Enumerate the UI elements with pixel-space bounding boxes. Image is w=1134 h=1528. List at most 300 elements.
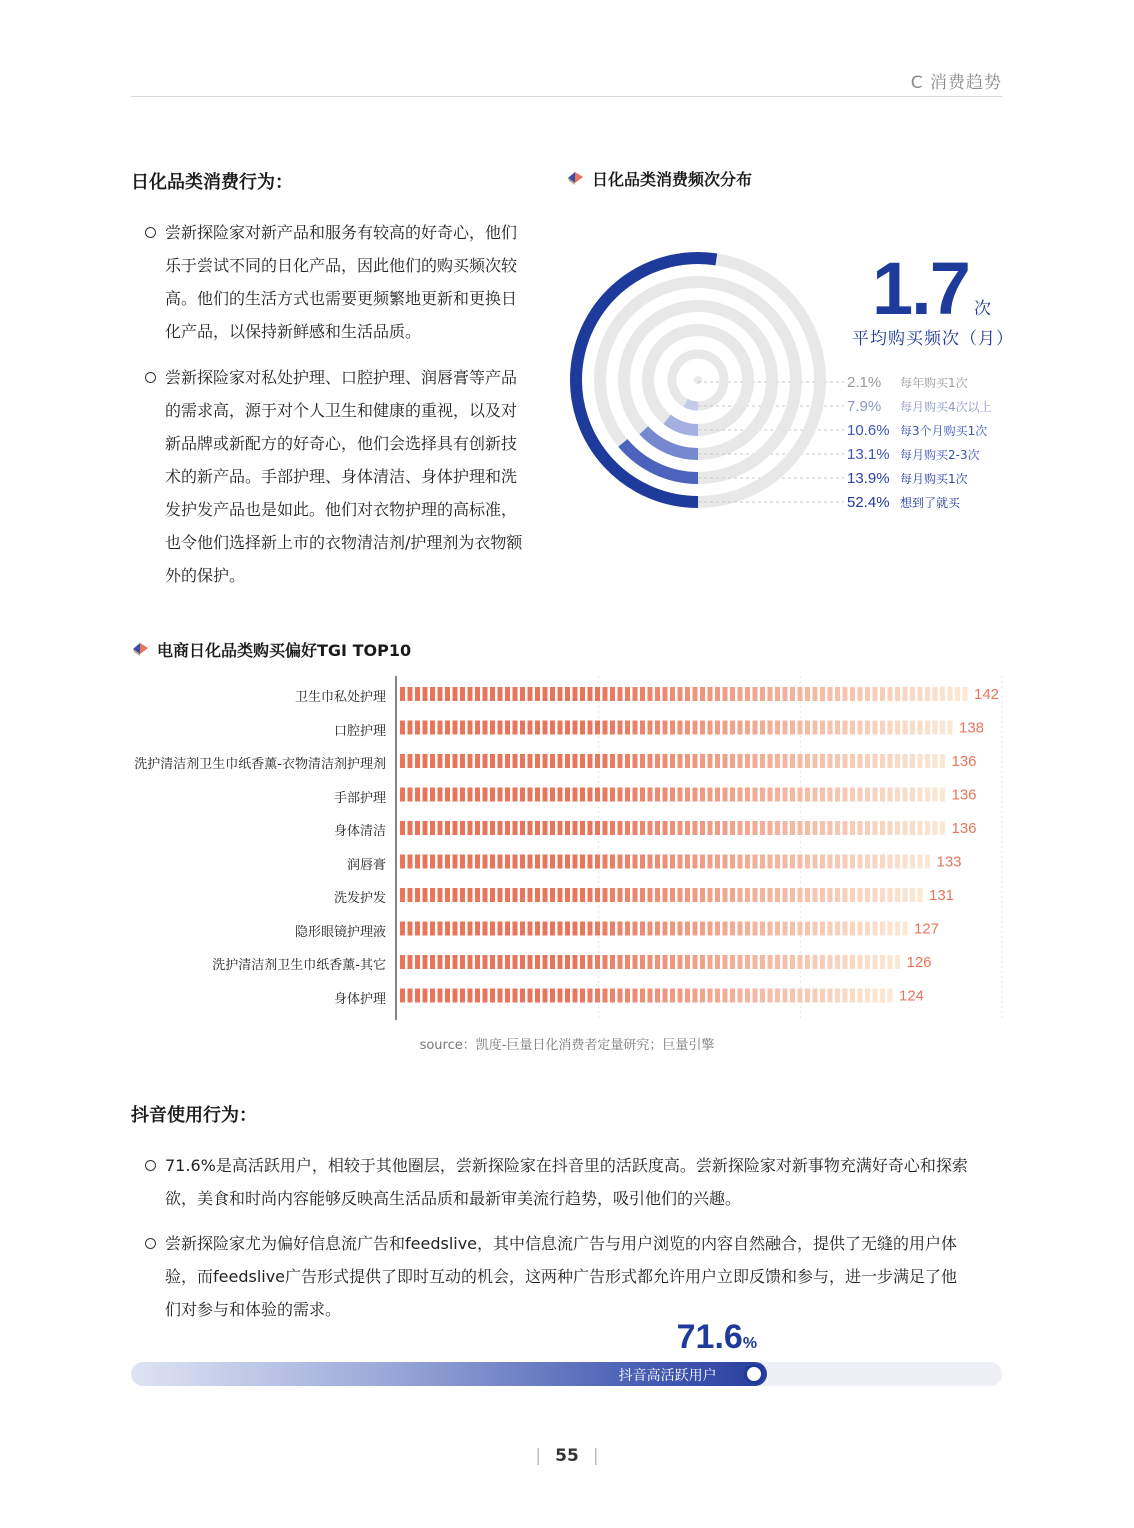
bar-value-label: 136	[951, 786, 977, 804]
bar-segment	[805, 788, 810, 802]
bar-segment	[460, 821, 465, 835]
header-title: C 消费趋势	[910, 73, 1002, 93]
bar-segment	[925, 788, 930, 802]
bar-segment	[535, 821, 540, 835]
bar-segment	[505, 721, 510, 735]
bar-segment	[603, 922, 608, 936]
bar-segment	[670, 754, 675, 768]
active-users-label: 抖音高活跃用户	[618, 1368, 717, 1384]
bar-segment	[580, 989, 585, 1003]
bar-segment	[498, 888, 503, 902]
radial-percent-label: 10.6%	[847, 422, 890, 439]
bar-segment	[520, 888, 525, 902]
bar-segment	[573, 922, 578, 936]
bar-segment	[505, 989, 510, 1003]
bar-segment	[873, 955, 878, 969]
bar-segment	[918, 788, 923, 802]
bar-segment	[475, 955, 480, 969]
bar-segment	[663, 855, 668, 869]
bar-segment	[888, 888, 893, 902]
bar-segment	[813, 687, 818, 701]
bar-segment	[798, 788, 803, 802]
bar-segment	[535, 989, 540, 1003]
bar-segment	[880, 788, 885, 802]
bar-segment	[618, 855, 623, 869]
bar-chart-title: 电商日化品类购买偏好TGI TOP10	[157, 641, 412, 660]
bar-segment	[670, 788, 675, 802]
bar-segment	[685, 721, 690, 735]
bar-segment	[468, 922, 473, 936]
bar-segment	[888, 788, 893, 802]
bar-segment	[625, 989, 630, 1003]
bar-segment	[595, 721, 600, 735]
bar-segment	[820, 888, 825, 902]
bar-segment	[775, 989, 780, 1003]
bar-segment	[603, 821, 608, 835]
bar-segment	[730, 855, 735, 869]
bar-segment	[603, 955, 608, 969]
bar-segment	[813, 922, 818, 936]
bar-segment	[513, 754, 518, 768]
bar-segment	[423, 922, 428, 936]
bar-segment	[805, 888, 810, 902]
bar-segment	[520, 687, 525, 701]
bar-segment	[768, 888, 773, 902]
bar-segment	[775, 788, 780, 802]
bar-segment	[595, 687, 600, 701]
chart-source: source：凯度-巨量日化消费者定量研究；巨量引擎	[419, 1038, 715, 1053]
bar-segment	[498, 687, 503, 701]
bar-segment	[873, 855, 878, 869]
bar-segment	[918, 687, 923, 701]
radial-category-label: 每月购买1次	[900, 472, 968, 486]
bar-segment	[798, 989, 803, 1003]
bar-segment	[490, 687, 495, 701]
bar-segment	[700, 888, 705, 902]
bar-segment	[535, 721, 540, 735]
bar-segment	[610, 955, 615, 969]
bar-segment	[895, 788, 900, 802]
bar-segment	[423, 989, 428, 1003]
bar-segment	[753, 922, 758, 936]
bar-segment	[775, 922, 780, 936]
bullet-dot	[145, 227, 156, 238]
bar-segment	[963, 687, 968, 701]
bar-segment	[858, 855, 863, 869]
bar-segment	[820, 989, 825, 1003]
bar-segment	[865, 754, 870, 768]
bar-segment	[453, 989, 458, 1003]
bar-category-label: 洗发护发	[333, 891, 386, 906]
bar-segment	[565, 922, 570, 936]
bar-segment	[490, 888, 495, 902]
bar-segment	[423, 955, 428, 969]
bar-segment	[415, 788, 420, 802]
bar-segment	[475, 721, 480, 735]
bar-segment	[483, 989, 488, 1003]
bar-segment	[498, 754, 503, 768]
bar-segment	[475, 821, 480, 835]
bullet-dot	[145, 1238, 156, 1249]
bar-segment	[400, 989, 405, 1003]
bar-segment	[873, 922, 878, 936]
bar-segment	[933, 821, 938, 835]
bar-segment	[565, 721, 570, 735]
bar-segment	[798, 955, 803, 969]
bar-segment	[475, 888, 480, 902]
bar-segment	[490, 788, 495, 802]
bar-segment	[865, 855, 870, 869]
bar-segment	[498, 922, 503, 936]
bar-segment	[430, 989, 435, 1003]
bar-segment	[790, 922, 795, 936]
bar-segment	[693, 821, 698, 835]
bar-segment	[460, 721, 465, 735]
bar-segment	[655, 855, 660, 869]
bar-segment	[813, 754, 818, 768]
bar-segment	[528, 955, 533, 969]
bar-segment	[753, 687, 758, 701]
bar-segment	[633, 888, 638, 902]
bar-segment	[835, 754, 840, 768]
bar-segment	[550, 955, 555, 969]
bar-segment	[625, 821, 630, 835]
bar-segment	[753, 989, 758, 1003]
bar-segment	[655, 922, 660, 936]
bar-value-label: 136	[951, 753, 977, 770]
bar-segment	[948, 721, 953, 735]
bar-segment	[790, 855, 795, 869]
bar-segment	[468, 989, 473, 1003]
bar-segment	[895, 721, 900, 735]
bar-segment	[678, 888, 683, 902]
bar-segment	[775, 855, 780, 869]
bar-segment	[475, 687, 480, 701]
bar-segment	[783, 754, 788, 768]
bar-segment	[520, 922, 525, 936]
bar-segment	[438, 821, 443, 835]
bar-segment	[903, 721, 908, 735]
bar-segment	[723, 788, 728, 802]
bar-segment	[460, 754, 465, 768]
bar-segment	[715, 955, 720, 969]
bar-segment	[708, 955, 713, 969]
radial-percent-label: 13.9%	[847, 470, 890, 487]
bar-segment	[865, 989, 870, 1003]
bar-segment	[895, 687, 900, 701]
bar-segment	[535, 855, 540, 869]
bar-segment	[558, 955, 563, 969]
bar-segment	[813, 888, 818, 902]
radial-category-label: 每月购买2-3次	[900, 448, 980, 462]
bar-segment	[678, 955, 683, 969]
bar-segment	[445, 821, 450, 835]
radial-category-label: 每年购买1次	[900, 376, 968, 390]
average-frequency-value: 1.7	[872, 247, 969, 330]
bar-segment	[483, 955, 488, 969]
bar-segment	[513, 888, 518, 902]
bar-segment	[580, 754, 585, 768]
bar-segment	[865, 687, 870, 701]
bar-segment	[655, 821, 660, 835]
bar-segment	[573, 754, 578, 768]
bar-segment	[430, 788, 435, 802]
bar-segment	[595, 955, 600, 969]
bar-segment	[873, 989, 878, 1003]
bar-segment	[768, 955, 773, 969]
bar-value-label: 126	[906, 954, 932, 971]
bar-segment	[400, 821, 405, 835]
bar-segment	[678, 754, 683, 768]
bar-segment	[520, 989, 525, 1003]
bar-segment	[820, 922, 825, 936]
bar-segment	[640, 855, 645, 869]
bar-segment	[618, 955, 623, 969]
bar-segment	[460, 888, 465, 902]
bar-segment	[828, 888, 833, 902]
bar-segment	[513, 687, 518, 701]
bar-segment	[415, 754, 420, 768]
bar-segment	[565, 989, 570, 1003]
bar-segment	[648, 955, 653, 969]
bar-segment	[520, 754, 525, 768]
bar-segment	[903, 855, 908, 869]
bar-segment	[700, 754, 705, 768]
bar-segment	[858, 754, 863, 768]
bar-segment	[633, 687, 638, 701]
bar-segment	[453, 754, 458, 768]
bar-segment	[535, 888, 540, 902]
bar-segment	[738, 687, 743, 701]
bar-segment	[483, 721, 488, 735]
bar-segment	[558, 754, 563, 768]
bar-segment	[550, 721, 555, 735]
bar-segment	[745, 989, 750, 1003]
bar-segment	[745, 788, 750, 802]
bar-segment	[790, 788, 795, 802]
bar-segment	[535, 754, 540, 768]
bar-segment	[798, 687, 803, 701]
bar-segment	[513, 955, 518, 969]
bar-segment	[453, 721, 458, 735]
bar-segment	[655, 721, 660, 735]
bar-segment	[693, 922, 698, 936]
bullet-item	[165, 1227, 1015, 1326]
bar-segment	[850, 922, 855, 936]
bar-segment	[925, 821, 930, 835]
bar-segment	[445, 955, 450, 969]
bar-segment	[760, 922, 765, 936]
bar-segment	[415, 922, 420, 936]
bar-segment	[805, 989, 810, 1003]
bar-segment	[850, 888, 855, 902]
bar-segment	[813, 955, 818, 969]
bar-segment	[685, 989, 690, 1003]
bar-segment	[843, 989, 848, 1003]
bar-segment	[535, 687, 540, 701]
bullet-line: 也令他们选择新上市的衣物清洁剂/护理剂为衣物额	[165, 533, 523, 552]
bar-segment	[505, 855, 510, 869]
bar-segment	[498, 855, 503, 869]
bar-segment	[625, 754, 630, 768]
bar-segment	[828, 721, 833, 735]
bar-segment	[835, 721, 840, 735]
bar-segment	[543, 821, 548, 835]
bar-segment	[760, 955, 765, 969]
bar-segment	[535, 922, 540, 936]
bar-segment	[543, 754, 548, 768]
bar-segment	[828, 955, 833, 969]
bar-segment	[640, 821, 645, 835]
bar-segment	[925, 855, 930, 869]
bar-segment	[948, 687, 953, 701]
bar-segment	[738, 989, 743, 1003]
bar-category-label: 洗护清洁剂卫生巾纸香薰-衣物清洁剂护理剂	[134, 757, 386, 772]
bar-segment	[445, 989, 450, 1003]
bar-segment	[550, 922, 555, 936]
bar-segment	[603, 788, 608, 802]
bar-segment	[775, 754, 780, 768]
bar-segment	[408, 955, 413, 969]
bar-segment	[775, 687, 780, 701]
bar-segment	[678, 821, 683, 835]
bar-segment	[888, 989, 893, 1003]
bar-segment	[693, 888, 698, 902]
bar-segment	[940, 821, 945, 835]
bar-segment	[588, 955, 593, 969]
bar-row	[400, 754, 945, 768]
bar-segment	[775, 955, 780, 969]
bar-segment	[730, 721, 735, 735]
bar-segment	[730, 922, 735, 936]
bar-segment	[648, 788, 653, 802]
bar-segment	[813, 721, 818, 735]
bar-segment	[700, 721, 705, 735]
bar-segment	[850, 754, 855, 768]
bar-segment	[910, 788, 915, 802]
bar-segment	[678, 687, 683, 701]
chart-title-icon	[566, 169, 584, 185]
bar-segment	[888, 821, 893, 835]
bar-segment	[595, 922, 600, 936]
bar-segment	[798, 888, 803, 902]
bar-segment	[400, 788, 405, 802]
bar-segment	[655, 754, 660, 768]
bar-segment	[408, 721, 413, 735]
bar-segment	[430, 922, 435, 936]
bar-segment	[618, 989, 623, 1003]
bar-segment	[843, 821, 848, 835]
bar-segment	[730, 821, 735, 835]
bullet-line: 71.6%是高活跃用户，相较于其他圈层，尝新探险家在抖音里的活跃度高。尝新探险家对新事物充满好奇心和探索	[165, 1156, 968, 1175]
bar-segment	[498, 955, 503, 969]
bar-segment	[610, 821, 615, 835]
bar-segment	[685, 955, 690, 969]
bar-segment	[715, 687, 720, 701]
bar-segment	[850, 955, 855, 969]
bar-segment	[895, 855, 900, 869]
bar-segment	[408, 788, 413, 802]
active-users-number: 71.6	[676, 1318, 743, 1356]
bar-segment	[925, 721, 930, 735]
bar-segment	[535, 955, 540, 969]
bar-segment	[783, 721, 788, 735]
bar-segment	[700, 821, 705, 835]
bar-segment	[663, 955, 668, 969]
bar-segment	[528, 821, 533, 835]
bar-segment	[850, 687, 855, 701]
bar-segment	[558, 989, 563, 1003]
bar-segment	[438, 855, 443, 869]
bar-segment	[610, 888, 615, 902]
bullet-line: 尝新探险家对私处护理、口腔护理、润唇膏等产品	[165, 368, 518, 387]
bar-segment	[468, 754, 473, 768]
bar-segment	[603, 855, 608, 869]
bar-segment	[648, 989, 653, 1003]
bar-segment	[730, 687, 735, 701]
bar-segment	[550, 754, 555, 768]
bar-segment	[468, 687, 473, 701]
bar-segment	[498, 721, 503, 735]
bar-segment	[430, 888, 435, 902]
bar-segment	[835, 821, 840, 835]
bar-segment	[753, 955, 758, 969]
bar-segment	[490, 955, 495, 969]
bar-segment	[580, 922, 585, 936]
active-users-value	[677, 1318, 757, 1357]
bullet-line: 尝新探险家对新产品和服务有较高的好奇心，他们	[165, 223, 518, 242]
bar-segment	[618, 721, 623, 735]
bar-segment	[408, 888, 413, 902]
bar-segment	[610, 721, 615, 735]
bar-segment	[483, 855, 488, 869]
bar-segment	[858, 721, 863, 735]
bar-value-label: 138	[959, 719, 985, 737]
bar-segment	[505, 754, 510, 768]
bar-segment	[820, 754, 825, 768]
bar-segment	[760, 788, 765, 802]
bar-segment	[798, 754, 803, 768]
bar-segment	[513, 821, 518, 835]
bar-segment	[415, 687, 420, 701]
bar-segment	[610, 687, 615, 701]
bar-segment	[558, 687, 563, 701]
bar-segment	[790, 721, 795, 735]
bar-segment	[910, 855, 915, 869]
bar-segment	[640, 721, 645, 735]
bar-segment	[723, 821, 728, 835]
bar-segment	[888, 687, 893, 701]
bar-segment	[625, 922, 630, 936]
bar-category-label: 手部护理	[333, 790, 386, 806]
bar-segment	[850, 788, 855, 802]
bar-segment	[753, 721, 758, 735]
bar-segment	[633, 955, 638, 969]
bar-segment	[565, 788, 570, 802]
bar-category-label: 隐形眼镜护理液	[294, 924, 386, 940]
bar-segment	[828, 821, 833, 835]
active-users-knob	[744, 1364, 764, 1384]
bar-segment	[918, 888, 923, 902]
bar-segment	[940, 754, 945, 768]
radial-percent-label: 7.9%	[847, 398, 882, 415]
bar-segment	[753, 855, 758, 869]
bar-segment	[805, 855, 810, 869]
bar-segment	[708, 922, 713, 936]
bar-segment	[738, 721, 743, 735]
bar-segment	[700, 687, 705, 701]
bar-segment	[715, 788, 720, 802]
